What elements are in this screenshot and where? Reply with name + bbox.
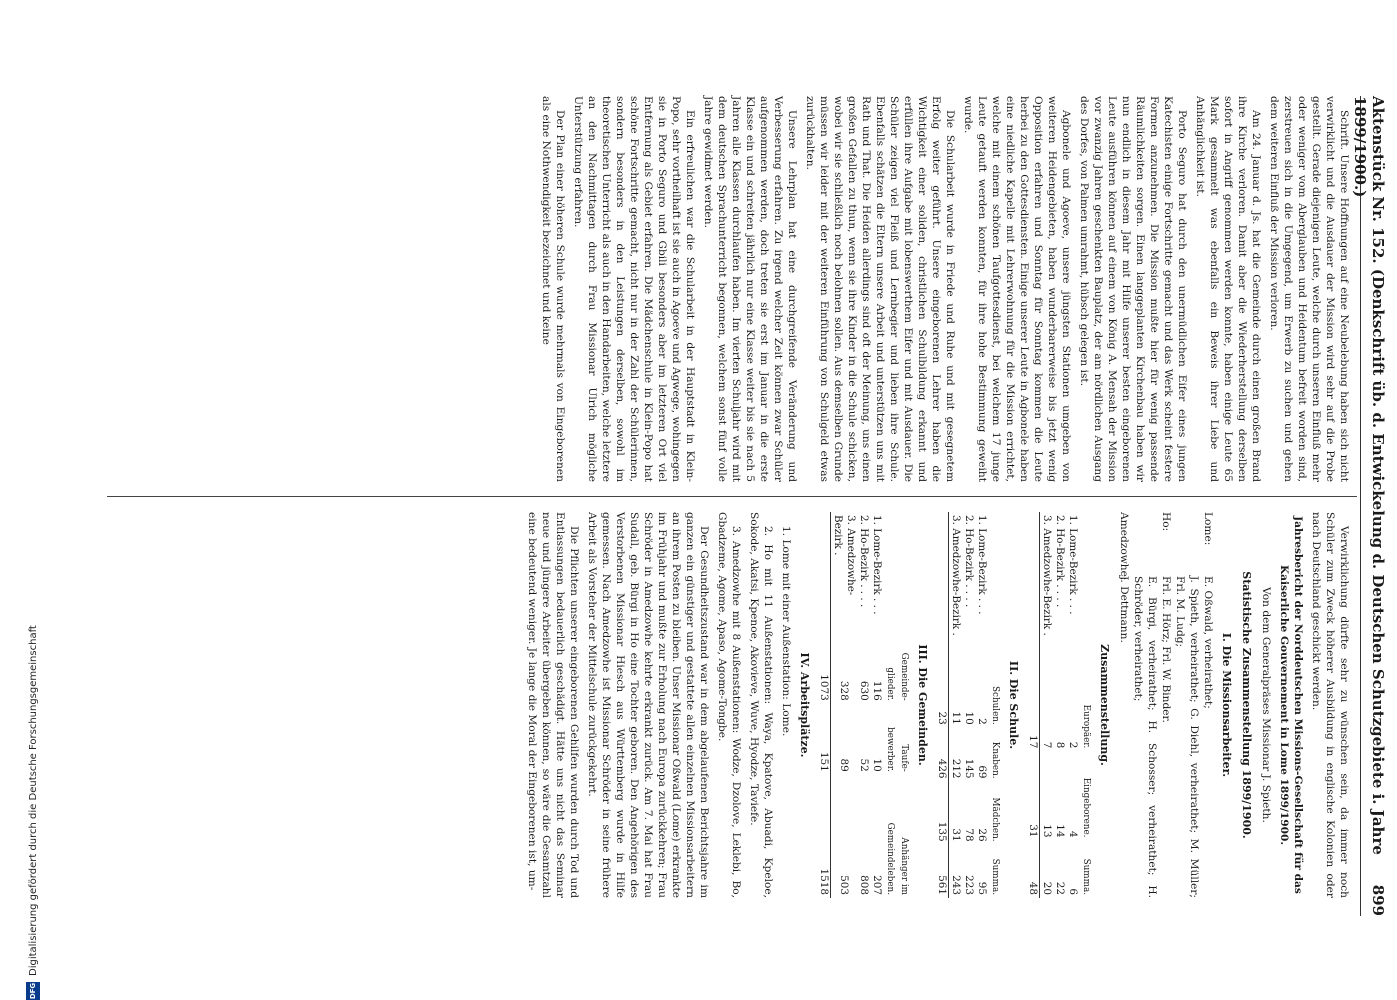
table-row [831, 512, 858, 898]
cell: 808 [858, 875, 870, 895]
paragraph: Am 24. Januar d. Js. hat die Gemeinde durch einen großen Brand ihre Kirche verloren. Damit aber die Wiederherstellung derselben sofort in Angriff genommen werden konnte, haben einige Leute 65 Mark gesammelt was ebenfalls ein Beweis ihrer Liebe und Anhänglichkeit ist. [1194, 96, 1262, 482]
cell: 10 [871, 758, 883, 772]
paragraph: Die Schularbeit wurde in Friede und Ruhe und mit gesegnetem Erfolg weiter geführt. Unsere eingeborenen Lehrer haben die Wichtigkeit einer soliden, christlichen Schulbildung erkannt und erfüllen ihre Aufgabe mit lobenswerthem Eifer und mit Ausdauer. Die Schüler zeigen viel Fleiß und Lernbegier und lieben ihre Schule. Ebenfalls schätzen die Eltern unsere Arbeit und unterstützen uns mit Rath und That. Die Heiden allerdings sind oft der Meinung, uns einen großen Gefallen zu thun, wenn sie ihre Kinder in die Schule schicken, wobei wir sie schließlich noch belohnen sollen. Aus demselben Grunde müssen wir leider mit der weiteren Einführung von Schulgeld etwas zurückhalten. [804, 96, 956, 482]
cell: 503 [838, 875, 851, 895]
cell: 6 [1067, 888, 1079, 895]
page-header [1351, 96, 1387, 916]
row-label: 2. Ho-Bezirk . . . . [1054, 515, 1066, 608]
column-header: Anhänger im Gemeindeleben. [885, 822, 909, 895]
cell: 1518 [817, 775, 831, 898]
right-column [521, 512, 1351, 898]
staff-names: E. Bürgi, verheirathet; H. Schosser; verheirathet; H. Schröder, verheirathet; [1132, 576, 1158, 898]
cell: 22 [1054, 881, 1066, 895]
column-header: Knaben. [990, 741, 1000, 779]
cell: 116 [871, 680, 883, 701]
cell: 11 [950, 711, 962, 725]
row-label: 3. Amedzowhe-Bezirk . [832, 515, 857, 596]
cell: 78 [963, 828, 975, 842]
staff-names: J. Dettmann. [1118, 576, 1130, 643]
cell: 135 [935, 782, 949, 845]
paragraph: Porto Seguro hat durch den unermüdlichen Eifer eines jungen Katechisten einige Fortschritte gemacht und das Werk scheint festere Formen anzunehmen. Die Mission mußte hier für wenig passende Räumlichkeiten sorgen. Einen langgeplanten Kirchenbau haben wir nun endlich in diesem Jahr mit Hilfe unserer besten eingeborenen Leute ausführen können auf einem von König A. Mensah der Mission vor zwanzig Jahren geschenkten Bauplatz, der am nördlichen Ausgang des Dorfes, von Palmen umrahmt, hübsch gelegen ist. [1078, 96, 1188, 482]
column-header: Europäer. [1081, 704, 1091, 749]
cell: 243 [950, 875, 962, 895]
intro-paragraph: Verwirklichung dürfte sehr zu wünschen sein, da immer noch Schüler zum Zweck höherer Ausbildung in englische Kolonien oder nach Deutschland geschickt werden. [1310, 512, 1350, 898]
cell: 1073 [817, 625, 831, 704]
row-label: 3. Amedzowhe-Bezirk . [1041, 515, 1053, 636]
workplace-item: 3. Amedzowhe mit 8 Außenstationen: Wodze, Dzolove, Leklebi, Bo, Gbadzeme, Agome, Apaso, Agome-Tongbe. [716, 512, 742, 898]
report-author: Von dem Generalpräses Missionar J. Spieth. [1260, 587, 1272, 823]
total-row [1026, 512, 1040, 898]
cell: 223 [963, 875, 975, 895]
table-row [975, 512, 988, 898]
staff-names: Frl. E. Hörz; Frl. W. Binder. [1160, 576, 1172, 723]
paragraph: Schrift. Unsere Hoffnungen auf eine Neubelebung haben sich nicht verwirklicht und die Ausdauer der Mission wird sehr auf die Probe gestellt. Gerade diejenigen Leute, welche durch unseren Einfluß mehr oder weniger vom Aberglauben und Heidentum befreit worden sind, zerstreuen sich in die Umgegend, um Erwerb zu suchen und gehen dem weiteren Einfluß der Mission verloren. [1268, 96, 1350, 482]
cell: 23 [935, 671, 949, 727]
cell: 31 [1026, 751, 1040, 840]
column-header: Taufe-bewerber. [885, 727, 909, 772]
cell: 207 [871, 875, 883, 895]
staff-list [1117, 512, 1215, 898]
staff-row [1131, 512, 1159, 898]
cell: 69 [976, 765, 988, 779]
table-row [1053, 512, 1066, 898]
staff-place [1131, 512, 1159, 576]
staff-summary-table [1026, 512, 1093, 898]
table-row [870, 512, 883, 898]
staff-row [1173, 512, 1201, 898]
section-heading-workplaces: IV. Arbeitsplätze. [798, 652, 811, 758]
cell: 145 [963, 758, 975, 779]
cell: 95 [976, 881, 988, 895]
section-heading-school: II. Die Schule. [1007, 660, 1020, 750]
stats-title: Statistische Zusammenstellung 1899/1900. [1240, 571, 1253, 839]
footer-text: Digitalisierung gefördert durch die Deutsche Forschungsgemeinschaft [27, 625, 39, 976]
report-title: Jahresbericht der Norddeutschen Missions-Gesellschaft für das Kaiserliche Gouvernement in Lome 1899/1900. [1278, 516, 1304, 894]
staff-row [1201, 512, 1215, 898]
staff-place: Amedzowhe: [1118, 512, 1130, 581]
cell: 13 [1041, 824, 1053, 838]
table-caption: Zusammenstellung. [1098, 644, 1111, 766]
row-label: 2. Ho-Bezirk . . . . [858, 515, 870, 608]
section-heading-staff: I. Die Missionsarbeiter. [1220, 632, 1233, 778]
cell: 4 [1067, 830, 1079, 838]
cell: 14 [1054, 824, 1066, 838]
paragraph: Agbonele und Agoeve, unsere jüngsten Stationen umgeben von weiteren Heidengebieten, haben wunderbarerweise bis jetzt wenig Opposition erfahren und Sonntag für Sonntag kommen die Leute herbei zu den Gottesdiensten. Einige unserer Leute in Agbonele haben eine niedliche Kapelle mit Lehrerwohnung für die Mission errichtet, welche mit einem schönen Taufgottesdienst, bei welchem 17 junge Leute getauft werden konnten, für ihre hohe Bestimmung geweiht wurde. [962, 96, 1072, 482]
header-title: Aktenstück Nr. 152. (Denkschrift üb. d. Entwickelung d. Deutschen Schutzgebiete i. Jahre 1899/1900.) [1351, 96, 1387, 855]
cell: 328 [838, 680, 851, 701]
left-column [535, 96, 1351, 482]
page-number: 899 [1369, 884, 1387, 916]
column-header: Summa. [1081, 858, 1091, 895]
cell: 151 [817, 704, 831, 775]
paragraph: Die Pflichten unserer eingeborenen Gehilfen wurden durch Tod und Entlassungen bedauerlich geschädigt. Hätte uns nicht das Seminar neue und jüngere Arbeiter übergeben können, so wäre die Gesamtzahl eine bedeutend weniger. Je lange die Moral der Eingeborenen ist, um- [526, 512, 580, 898]
cell: 31 [950, 828, 962, 842]
staff-place: Lome: [1202, 512, 1214, 546]
table-row [1066, 512, 1079, 898]
staff-row [1117, 512, 1131, 898]
cell: 48 [1026, 840, 1040, 898]
cell: 52 [858, 758, 870, 772]
cell: 2 [976, 718, 988, 725]
paragraph: Unsere Lehrplan hat eine durchgreifende Veränderung und Verbesserung erfahren. Zu irgend welcher Zeit können zwar Schüler aufgenommen werden, doch treten sie erst im Januar in die erste Klasse ein und schreiten jährlich nur eine Klasse weiter bis sie nach 5 Jahren alle Klassen durchlaufen haben. Im vierten Schuljahr wird mit dem deutschen Sprachunterricht begonnen, welchem sonst fünf volle Jahre gewidmet werden. [702, 96, 798, 482]
cell: 426 [935, 728, 949, 782]
cell: 630 [858, 680, 870, 701]
cell: 7 [1041, 741, 1053, 749]
cell: 10 [963, 711, 975, 725]
total-row [817, 512, 831, 898]
staff-names: E. Oßwald, verheirathet; [1202, 576, 1214, 709]
staff-row [1159, 512, 1173, 898]
congregation-table [817, 512, 911, 898]
table-row [962, 512, 975, 898]
paragraph: Der Plan einer höheren Schule wurde mehrmals von Eingeborenen als eine Nothwendigkeit bezeichnet und keine [540, 96, 566, 482]
row-label: 1. Lome-Bezirk . . . [871, 515, 883, 615]
row-label: 1. Lome-Bezirk . . . [976, 515, 988, 615]
staff-names: J. Spieth, verheirathet; G. Diehl, verheirathet; M. Müller; Frl. M. Ludg; [1174, 576, 1200, 898]
column-header: Schulen. [990, 685, 1000, 725]
row-label: 3. Amedzowhe-Bezirk . [950, 515, 962, 636]
workplace-item: 1. Lome mit einer Außenstation: Lome. [780, 526, 792, 737]
row-label: 2. Ho-Bezirk . . . . [963, 515, 975, 608]
staff-place [1173, 512, 1201, 576]
cell: 2 [1067, 741, 1079, 749]
table-row [1040, 512, 1054, 898]
table-row [857, 512, 870, 898]
paragraph: Ein erfreulichen war die Schularbeit in der Hauptstadt in Klein-Popo, sehr vortheilhaft ist sie auch in Agoeve und Agwege, wohingegen sie in Porto Seguro und Gbili besonders aber im letzteren Ort viel Entfernung als Gebiet erfahren. Die Mädchenschule in Klein-Popo hat schöne Fortschritte gemacht, nicht nur in der Zahl der Schülerinnen, sondern besonders in den Leistungen derselben, sowohl im theoretischen Unterricht als auch in den Handarbeiten, welche letztere an den Nachmittagen durch Frau Missionar Ulrich mögliche Unterstützung erfahren. [572, 96, 696, 482]
staff-place: Ho: [1160, 512, 1172, 532]
cell: 89 [838, 758, 851, 772]
cell: 561 [935, 845, 949, 898]
column-divider [107, 496, 1357, 497]
row-label: 1. Lome-Bezirk . . . [1067, 515, 1079, 615]
cell: 26 [976, 828, 988, 842]
cell: 212 [950, 758, 962, 779]
column-header: Eingeborene. [1081, 777, 1091, 838]
cell: 17 [1026, 684, 1040, 751]
paragraph: Der Gesundheitszustand war in dem abgelaufenen Berichtsjahre im ganzen ein günstiger und gestattete allen einzelnen Missionsarbeitern an ihrem Posten zu bleiben. Unser Missionar Oßwald (Lome) erkrankte im Frühjahr und mußte zur Erholung nach Europa zurückkehren; Frau Schröder in Amedzowhe kehrte erkrankt zurück. Am 7. Mai hat Frau Sudall, geb. Bürgi in Ho eine Tochter geboren. Den Angehörigen des Verstorbenen Missionar Hiesch aus Württemberg wurde in Hilfe gemessen. Nach Amedzowhe ist Missionar Schröder in seine frühere Arbeit als Vorsteher der Mittelschule zurückgekehrt. [586, 512, 710, 898]
section-heading-congregations: III. Die Gemeinden. [916, 644, 929, 766]
workplace-item: 2. Ho mit 11 Außenstationen: Waya, Kpatove, Abuadi, Kpeloe, Sokode, Akatsi, Kpenoe, Akovieve, Wuve, Hyodze, Taviefe. [748, 512, 774, 898]
table-row [949, 512, 963, 898]
column-header: Mädchen. [990, 797, 1000, 842]
digitization-footer [22, 0, 44, 1000]
cell: 20 [1041, 881, 1053, 895]
column-header: Gemeinde-glieder. [885, 652, 909, 701]
column-header: Summa. [990, 858, 1000, 895]
dfg-logo: DFG [26, 982, 40, 1000]
total-row [935, 512, 949, 898]
cell: 8 [1054, 741, 1066, 749]
school-table [935, 512, 1002, 898]
